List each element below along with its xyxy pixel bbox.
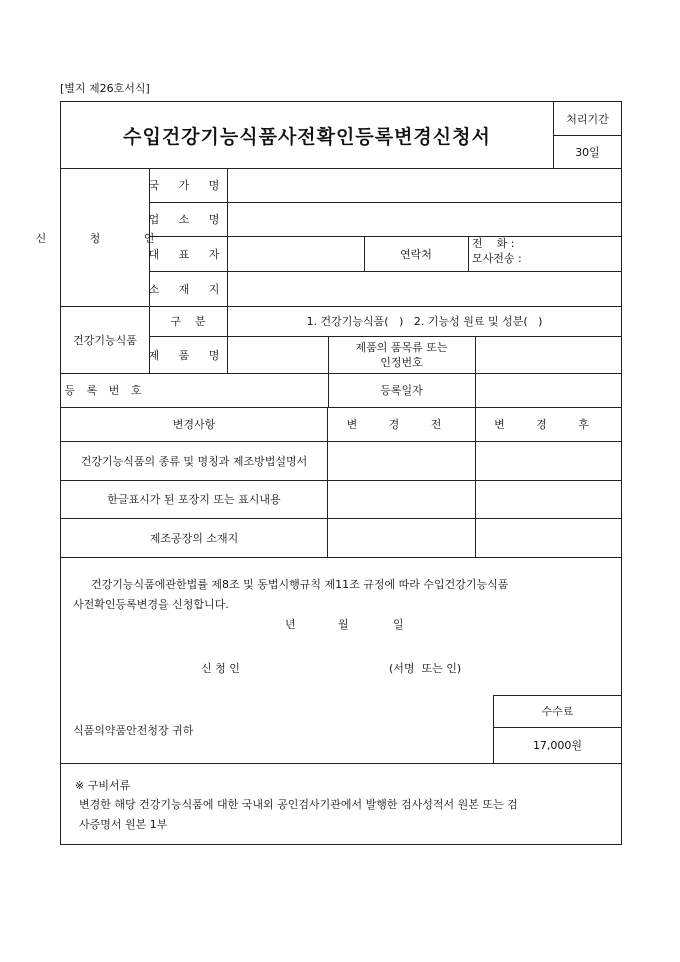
address-field[interactable] (227, 271, 622, 306)
applicant-section-label: 신 청 인 (35, 231, 175, 245)
representative-label: 대 표 자 (148, 247, 228, 261)
fax-label: 모사전송 : (472, 252, 522, 265)
date-month-label: 월 (338, 618, 349, 631)
declaration-text-line2: 사전확인등록변경을 신청합니다. (73, 598, 229, 611)
category-options[interactable]: 1. 건강기능식품( ) 2. 기능성 원료 및 성분( ) (306, 315, 543, 328)
representative-field[interactable] (227, 236, 364, 271)
change-row-before-field[interactable] (327, 518, 475, 557)
country-field[interactable] (227, 168, 622, 202)
processing-period-value: 30일 (575, 145, 600, 159)
product-section-label: 건강기능식품 (73, 333, 137, 347)
fee-value: 17,000원 (532, 739, 583, 752)
country-label: 국 가 명 (148, 179, 228, 192)
category-label: 구 분 (170, 315, 206, 328)
company-label: 업 소 명 (148, 213, 228, 226)
change-row-label: 건강기능식품의 종류 및 명칭과 제조방법설명서 (80, 454, 308, 468)
processing-period-label: 처리기간 (566, 112, 609, 126)
address-label: 소 재 지 (148, 282, 228, 296)
date-day-label: 일 (393, 618, 404, 631)
change-row-before-field[interactable] (327, 441, 475, 480)
product-type-label: 제품의 품목류 또는 인정번호 (355, 340, 448, 369)
phone-label: 전 화 : (472, 237, 515, 250)
change-row-label: 한글표시가 된 포장지 또는 표시내용 (107, 493, 281, 506)
change-row-after-field[interactable] (475, 518, 622, 557)
contact-label: 연락처 (400, 247, 432, 261)
changes-item-header: 변경사항 (172, 418, 216, 431)
change-row-after-field[interactable] (475, 480, 622, 518)
addressee: 식품의약품안전청장 귀하 (73, 724, 194, 737)
company-field[interactable] (227, 202, 622, 236)
fee-label: 수수료 (541, 705, 574, 718)
registration-number-field[interactable] (149, 373, 328, 407)
registration-number-label: 등 록 번 호 (64, 384, 146, 397)
applicant-signature-label: 신 청 인 (201, 662, 240, 675)
product-name-label: 제 품 명 (148, 348, 228, 362)
documents-text-line2: 사증명서 원본 1부 (79, 818, 168, 831)
contact-field[interactable] (468, 236, 622, 271)
change-row-after-field[interactable] (475, 441, 622, 480)
change-row-label: 제조공장의 소재지 (149, 531, 239, 545)
changes-before-header: 변 경 전 (346, 418, 456, 431)
documents-text-line1: 변경한 해당 건강기능식품에 대한 국내외 공인검사기관에서 발행한 검사성적서 원본 또는 검 (79, 798, 518, 811)
signature-hint: (서명 또는 인) (389, 662, 462, 675)
declaration-text-line1: 건강기능식품에관한법률 제8조 및 동법시행규칙 제11조 규정에 따라 수입건강기능식품 (91, 578, 509, 591)
product-type-field[interactable] (475, 336, 622, 373)
application-form (35, 101, 622, 845)
form-title: 수입건강기능식품사전확인등록변경신청서 (123, 125, 491, 148)
registration-date-label: 등록일자 (380, 384, 423, 397)
product-name-field[interactable] (227, 336, 328, 373)
change-row-before-field[interactable] (327, 480, 475, 518)
registration-date-field[interactable] (475, 373, 622, 407)
form-number: [별지 제26호서식] (60, 82, 150, 95)
changes-after-header: 변 경 후 (494, 418, 603, 431)
documents-heading: ※ 구비서류 (75, 779, 131, 792)
date-year-label: 년 (285, 618, 296, 631)
